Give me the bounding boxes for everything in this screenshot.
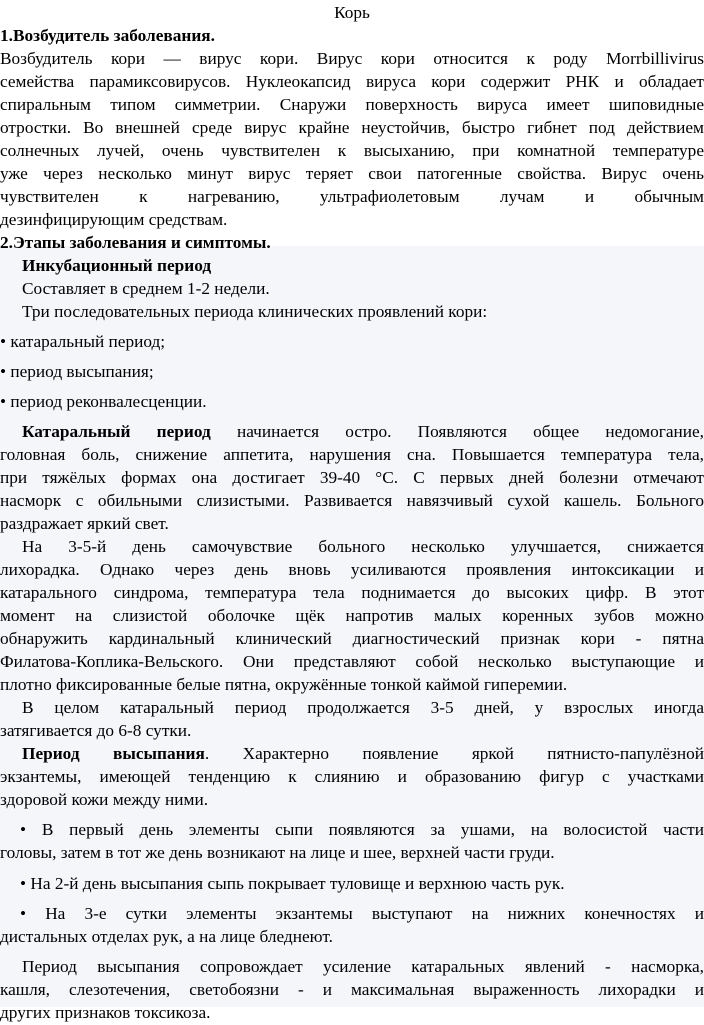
- list-item: головы, затем в тот же день возникают на лице и шее, верхней части груди.: [0, 843, 555, 862]
- catarrhal-first-line: [0, 420, 704, 444]
- paragraph-line: уже через несколько минут вирус теряет свои патогенные свойства. Вирус очень: [0, 164, 704, 183]
- paragraph-line: отростки. Во внешней среде вирус крайне неустойчив, быстро гибнет под действием: [0, 118, 704, 137]
- paragraph-line: при тяжёлых формах она достигает 39-40 °С. С первых дней болезни отмечают: [0, 468, 704, 487]
- paragraph-line: насморк с обильными слизистыми. Развивается навязчивый сухой кашель. Больного: [0, 491, 704, 510]
- rash-first-rest: . Характерно появление яркой пятнисто-папулёзной: [204, 744, 704, 763]
- rash-first-line: [0, 742, 704, 766]
- catarrhal-first-rest: начинается остро. Появляются общее недомогание,: [210, 422, 704, 441]
- paragraph-line: Период высыпания сопровождает усиление катаральных явлений - насморка,: [22, 957, 704, 976]
- paragraph-line: дезинфицирующим средствам.: [0, 210, 228, 229]
- list-item: • период высыпания;: [0, 362, 154, 381]
- section-1-heading: 1.Возбудитель заболевания.: [0, 26, 215, 45]
- periods-intro: Три последовательных периода клинических проявлений кори:: [22, 302, 488, 321]
- document-title: Корь: [334, 3, 370, 22]
- paragraph-line: экзантемы, имеющей тенденцию к слиянию и образованию фигур с участками: [0, 767, 704, 786]
- paragraph-line: Возбудитель кори — вирус кори. Вирус кори относится к роду Morrbillivirus: [0, 49, 704, 68]
- paragraph-line: Филатова-Коплика-Вельского. Они представляют собой несколько выступающие и: [0, 652, 704, 671]
- paragraph-line: чувствителен к нагреванию, ультрафиолетовым лучам и обычным: [0, 187, 704, 206]
- list-item: • На 3-е сутки элементы экзантемы выступают на нижних конечностях и: [20, 904, 704, 923]
- catarrhal-term: Катаральный период: [22, 422, 211, 441]
- rash-term: Период высыпания: [22, 744, 205, 763]
- paragraph-line: затягивается до 6-8 сутки.: [0, 721, 192, 740]
- list-item: • На 2-й день высыпания сыпь покрывает туловище и верхнюю часть рук.: [20, 874, 565, 893]
- section-2-heading: 2.Этапы заболевания и симптомы.: [0, 233, 271, 252]
- incubation-title: Инкубационный период: [22, 256, 212, 275]
- paragraph-line: лихорадка. Однако через день вновь усиливаются проявления интоксикации и: [0, 560, 704, 579]
- paragraph-line: головная боль, снижение аппетита, нарушения сна. Повышается температура тела,: [0, 445, 704, 464]
- paragraph-line: В целом катаральный период продолжается 3-5 дней, у взрослых иногда: [22, 698, 704, 717]
- paragraph-line: солнечных лучей, очень чувствителен к высыханию, при комнатной температуре: [0, 141, 704, 160]
- paragraph-line: момент на слизистой оболочке щёк напротив малых коренных зубов можно: [0, 606, 704, 625]
- paragraph-line: плотно фиксированные белые пятна, окружённые тонкой каймой гиперемии.: [0, 675, 568, 694]
- list-item: • В первый день элементы сыпи появляются за ушами, на волосистой части: [20, 820, 704, 839]
- paragraph-line: катарального синдрома, температура тела поднимается до высоких цифр. В этот: [0, 583, 704, 602]
- paragraph-line: раздражает яркий свет.: [0, 514, 169, 533]
- list-item: • катаральный период;: [0, 332, 166, 351]
- list-item: дистальных отделах рук, а на лице бледнеют.: [0, 927, 333, 946]
- paragraph-line: спиральным типом симметрии. Снаружи поверхность вируса имеет шиповидные: [0, 95, 704, 114]
- paragraph-line: семейства парамиксовирусов. Нуклеокапсид вируса кори содержит РНК и обладает: [0, 72, 704, 91]
- paragraph-line: На 3-5-й день самочувствие больного несколько улучшается, снижается: [22, 537, 704, 556]
- paragraph-line: здоровой кожи между ними.: [0, 790, 209, 809]
- incubation-text: Составляет в среднем 1-2 недели.: [22, 279, 270, 298]
- list-item: • период реконвалесценции.: [0, 392, 207, 411]
- paragraph-line: других признаков токсикоза.: [0, 1003, 211, 1022]
- paragraph-line: обнаружить кардинальный клинический диагностический признак кори - пятна: [0, 629, 704, 648]
- paragraph-line: кашля, слезотечения, светобоязни - и максимальная выраженность лихорадки и: [0, 980, 704, 999]
